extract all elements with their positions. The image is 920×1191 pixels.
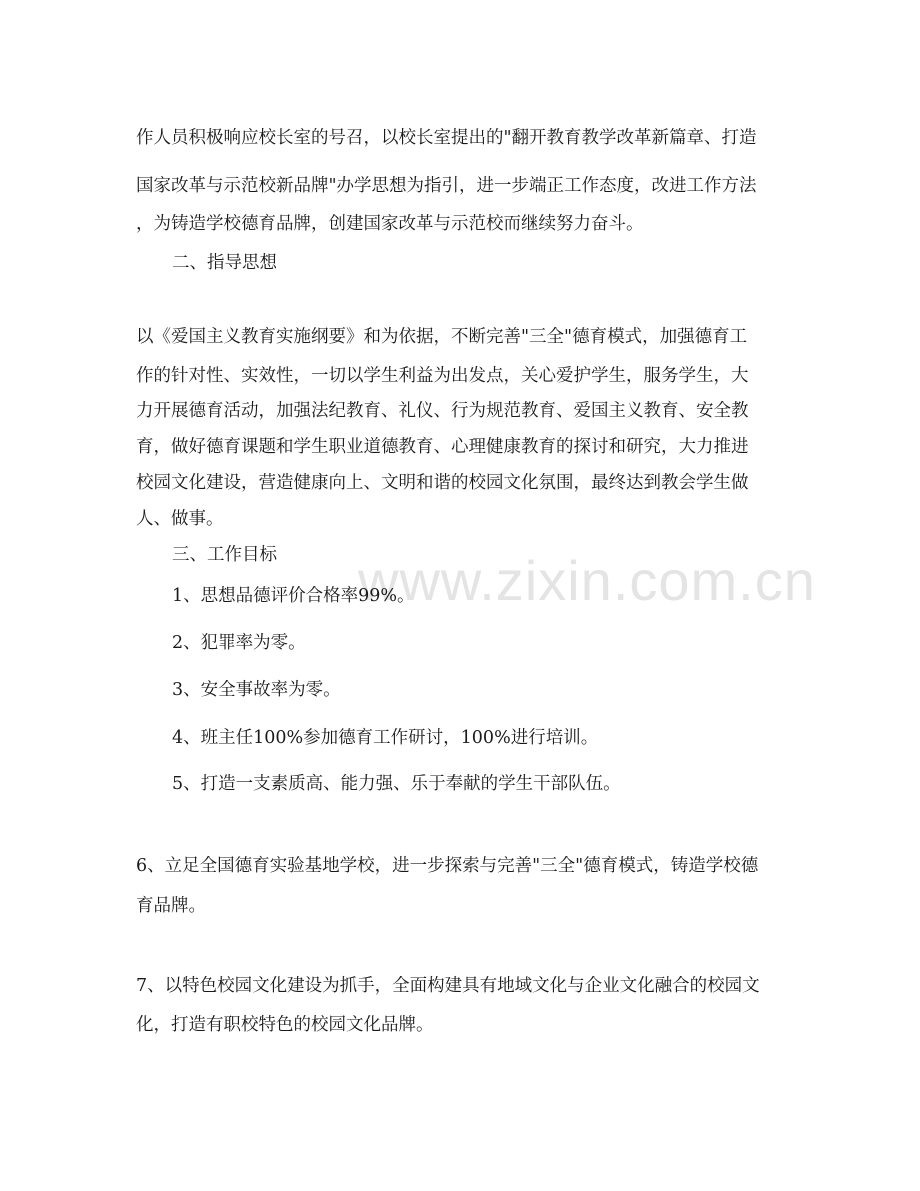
goal-item: 3、安全事故率为零。 xyxy=(172,680,341,700)
goal-item: 4、班主任100%参加德育工作研讨，100%进行培训。 xyxy=(172,728,599,748)
goal-item: 1、思想品德评价合格率99%。 xyxy=(172,586,415,606)
paragraph-line: ，为铸造学校德育品牌，创建国家改革与示范校而继续努力奋斗。 xyxy=(136,214,644,234)
paragraph-line: 作的针对性、实效性，一切以学生利益为出发点，关心爱护学生，服务学生，大 xyxy=(136,366,749,386)
paragraph-line: 作人员积极响应校长室的号召，以校长室提出的"翻开教育教学改革新篇章、打造 xyxy=(136,128,757,148)
goal-item: 5、打造一支素质高、能力强、乐于奉献的学生干部队伍。 xyxy=(172,774,621,794)
goal-item-continued: 育品牌。 xyxy=(136,896,206,916)
section-heading: 三、工作目标 xyxy=(172,545,277,565)
paragraph-line: 人、做事。 xyxy=(136,509,224,529)
paragraph-line: 以《爱国主义教育实施纲要》和为依据，不断完善"三全"德育模式，加强德育工 xyxy=(136,327,748,347)
paragraph-line: 力开展德育活动，加强法纪教育、礼仪、行为规范教育、爱国主义教育、安全教 xyxy=(136,401,749,421)
goal-item: 2、犯罪率为零。 xyxy=(172,633,306,653)
section-heading: 二、指导思想 xyxy=(172,253,277,273)
watermark: www.zixin.com.cn xyxy=(358,549,816,612)
goal-item-continued: 化，打造有职校特色的校园文化品牌。 xyxy=(136,1015,434,1035)
paragraph-line: 校园文化建设，营造健康向上、文明和谐的校园文化氛围，最终达到教会学生做 xyxy=(136,473,749,493)
paragraph-line: 育，做好德育课题和学生职业道德教育、心理健康教育的探讨和研究，大力推进 xyxy=(136,437,749,457)
goal-item: 7、以特色校园文化建设为抓手，全面构建具有地域文化与企业文化融合的校园文 xyxy=(136,976,760,996)
paragraph-line: 国家改革与示范校新品牌"办学思想为指引，进一步端正工作态度，改进工作方法 xyxy=(136,176,757,196)
goal-item: 6、立足全国德育实验基地学校，进一步探索与完善"三全"德育模式，铸造学校德 xyxy=(136,856,759,876)
